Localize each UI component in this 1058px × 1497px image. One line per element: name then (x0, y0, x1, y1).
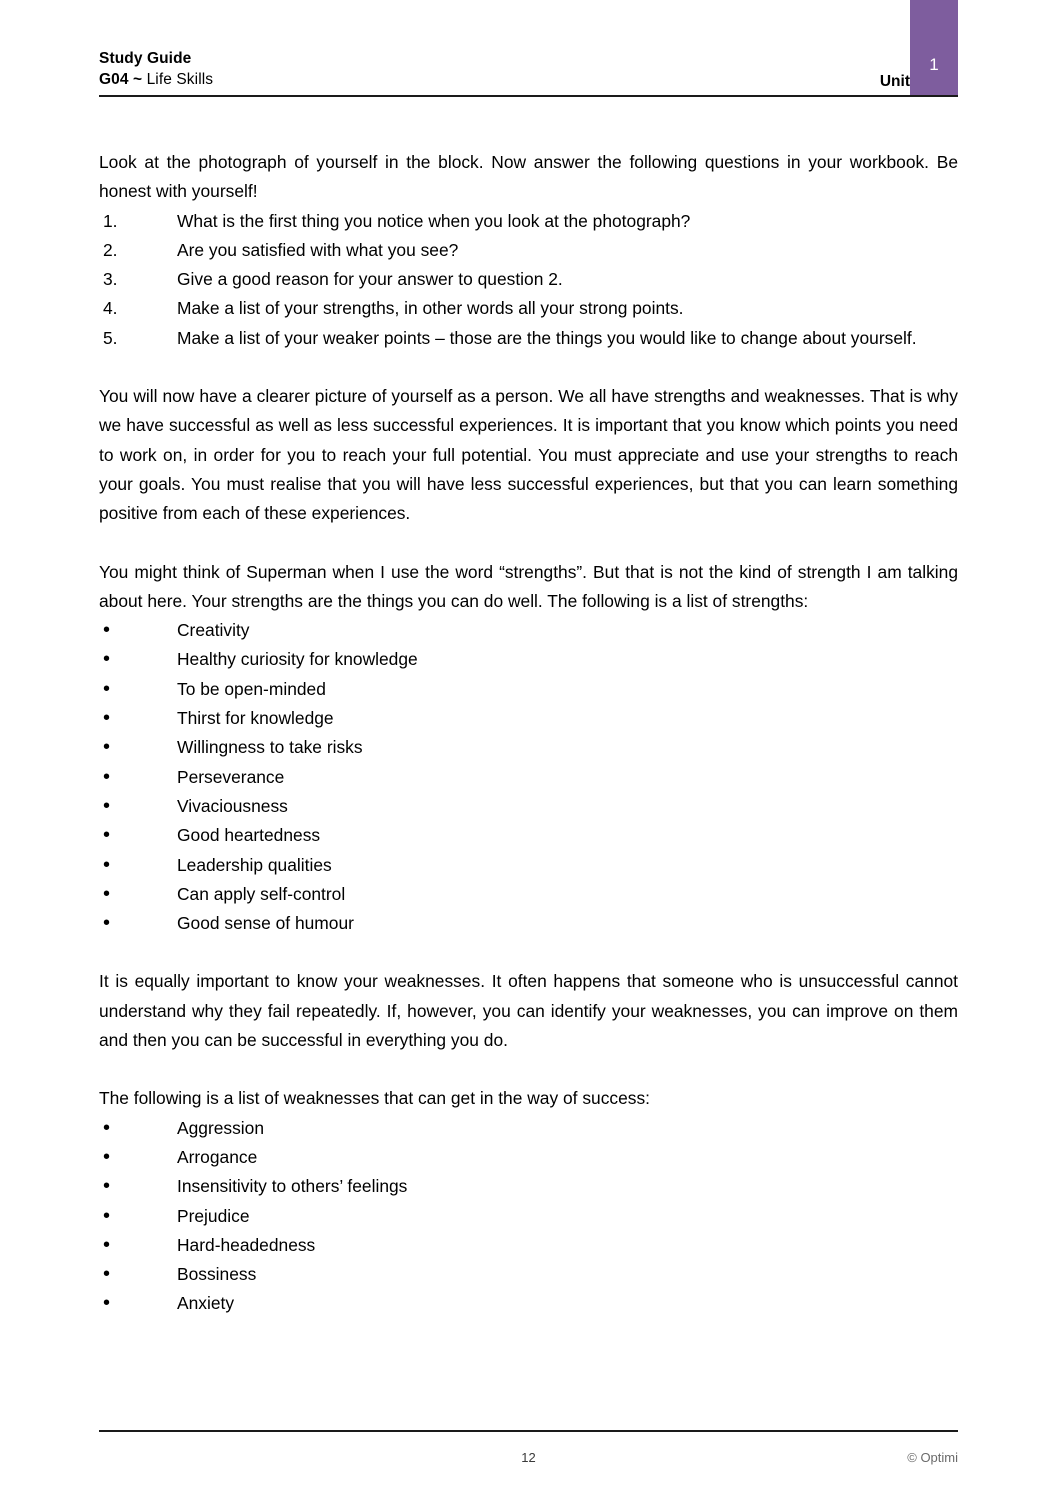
paragraph-spacer (99, 1055, 958, 1084)
bullet-icon: • (103, 882, 111, 905)
document-title: Study Guide (99, 50, 192, 67)
paragraph-weaknesses: It is equally important to know your weaknesses. It often happens that someone who is unsuccessful cannot understand why they fail repeatedly. If, however, you can identify your weaknesses, you can improve on them and then you can be successful in everything you do. (99, 971, 958, 1051)
list-item (99, 1143, 958, 1172)
list-item (99, 645, 958, 674)
list-item (99, 675, 958, 704)
list-item (99, 909, 958, 938)
list-item (99, 792, 958, 821)
bullet-icon: • (103, 736, 111, 759)
unit-label: Unit (879, 73, 910, 90)
list-item-label: Aggression (177, 1117, 265, 1138)
list-item (99, 1231, 958, 1260)
list-item-label: Healthy curiosity for knowledge (177, 649, 418, 670)
weaknesses-list (99, 1114, 958, 1319)
unit-number-badge (910, 0, 958, 95)
list-marker: 2. (103, 239, 118, 260)
list-item-label: Hard-headedness (177, 1234, 316, 1255)
list-item-label: Willingness to take risks (177, 737, 363, 758)
list-item (99, 207, 958, 236)
list-item-label: Insensitivity to others’ feelings (177, 1176, 408, 1197)
intro-paragraph: Look at the photograph of yourself in the block. Now answer the following questions in your workbook. Be honest with yourself! (99, 152, 958, 202)
bullet-icon: • (103, 824, 111, 847)
paragraph-spacer (99, 938, 958, 967)
paragraph-weaknesses-intro: The following is a list of weaknesses that can get in the way of success: (99, 1088, 650, 1109)
list-item (99, 1289, 958, 1318)
list-item-label: What is the first thing you notice when you look at the photograph? (177, 210, 691, 231)
header-divider (99, 95, 958, 97)
bullet-icon: • (103, 853, 111, 876)
paragraph-spacer (99, 529, 958, 558)
page-header (99, 0, 958, 97)
bullet-icon: • (103, 1204, 111, 1227)
unit-number: 1 (929, 55, 939, 74)
list-item-label: Bossiness (177, 1264, 257, 1285)
list-item-label: Give a good reason for your answer to question 2. (177, 269, 563, 290)
list-item-label: Good sense of humour (177, 913, 354, 934)
list-marker: 4. (103, 298, 118, 319)
list-item (99, 1172, 958, 1201)
copyright-notice: © Optimi (907, 1450, 958, 1465)
list-item (99, 733, 958, 762)
list-item-label: Vivaciousness (177, 795, 288, 816)
list-item (99, 294, 958, 323)
list-item (99, 880, 958, 909)
list-item (99, 763, 958, 792)
bullet-icon: • (103, 648, 111, 671)
list-marker: 5. (103, 327, 118, 348)
list-item-label: Anxiety (177, 1293, 235, 1314)
list-item-label: Perseverance (177, 766, 285, 787)
subject-name: Life Skills (142, 71, 214, 88)
page-footer (99, 1430, 958, 1490)
list-item (99, 616, 958, 645)
grade-code: G04 ~ (99, 71, 143, 88)
list-item (99, 704, 958, 733)
page-content (99, 148, 958, 1319)
list-item-label: Make a list of your weaker points – those are the things you would like to change about yourself. (177, 327, 917, 348)
list-item (99, 1260, 958, 1289)
list-item (99, 1202, 958, 1231)
bullet-icon: • (103, 1233, 111, 1256)
list-item-label: To be open-minded (177, 678, 326, 699)
list-item-label: Are you satisfied with what you see? (177, 239, 459, 260)
paragraph-spacer (99, 353, 958, 382)
list-item-label: Can apply self-control (177, 883, 346, 904)
bullet-icon: • (103, 1292, 111, 1315)
list-item-label: Good heartedness (177, 825, 321, 846)
list-marker: 3. (103, 269, 118, 290)
bullet-icon: • (103, 707, 111, 730)
footer-divider (99, 1430, 958, 1432)
list-item (99, 821, 958, 850)
list-item (99, 324, 958, 353)
document-subtitle (99, 69, 213, 90)
strengths-list (99, 616, 958, 938)
list-item (99, 1114, 958, 1143)
bullet-icon: • (103, 1263, 111, 1286)
page-number: 12 (521, 1450, 536, 1465)
list-marker: 1. (103, 210, 118, 231)
bullet-icon: • (103, 765, 111, 788)
bullet-icon: • (103, 677, 111, 700)
list-item-label: Arrogance (177, 1146, 258, 1167)
list-item-label: Prejudice (177, 1205, 250, 1226)
bullet-icon: • (103, 1175, 111, 1198)
bullet-icon: • (103, 794, 111, 817)
bullet-icon: • (103, 1116, 111, 1139)
list-item-label: Thirst for knowledge (177, 708, 334, 729)
list-item-label: Leadership qualities (177, 854, 332, 875)
paragraph-clearer-picture: You will now have a clearer picture of yourself as a person. We all have strengths and weaknesses. That is why we have successful as well as less successful experiences. It is important that you know which points you need to work on, in order for you to reach your full potential. You must appreciate and use your strengths to reach your goals. You must realise that you will have less successful experiences, but that you can learn something positive from each of these experiences. (99, 386, 958, 524)
list-item (99, 236, 958, 265)
list-item (99, 265, 958, 294)
bullet-icon: • (103, 912, 111, 935)
questions-list (99, 207, 958, 353)
bullet-icon: • (103, 619, 111, 642)
list-item-label: Make a list of your strengths, in other words all your strong points. (177, 298, 684, 319)
list-item-label: Creativity (177, 620, 250, 641)
bullet-icon: • (103, 1145, 111, 1168)
list-item (99, 851, 958, 880)
paragraph-superman: You might think of Superman when I use the word “strengths”. But that is not the kind of strength I am talking about here. Your strengths are the things you can do well. The following is a list of strengths: (99, 561, 958, 611)
header-title-block (99, 48, 213, 90)
